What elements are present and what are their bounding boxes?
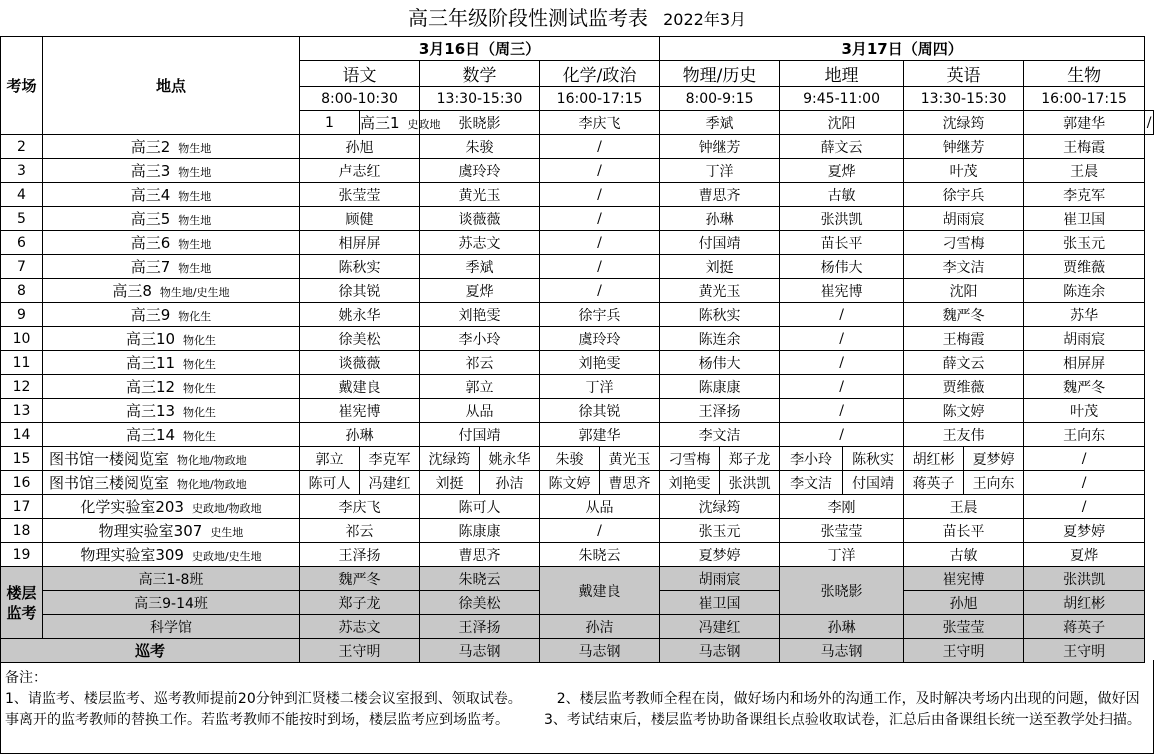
location-cell — [43, 543, 300, 567]
room-number: 7 — [1, 255, 43, 279]
location-name: 高三2 — [130, 138, 171, 156]
proctor-cell: 李克军 — [360, 447, 420, 471]
proctor-cell: 胡红彬 — [1024, 591, 1145, 615]
title-date: 2022年3月 — [663, 10, 746, 29]
proctor-cell: 夏梦婷 — [660, 543, 780, 567]
exam-row — [1, 423, 1154, 447]
proctor-cell: / — [1024, 495, 1145, 519]
exam-row — [1, 447, 1154, 471]
location-cell — [43, 495, 300, 519]
proctor-cell: 夏梦婷 — [1024, 519, 1145, 543]
proctor-cell: 崔卫国 — [660, 591, 780, 615]
proctor-cell: / — [780, 303, 904, 327]
floor-location: 高三1-8班 — [43, 567, 300, 591]
time-header: 16:00-17:15 — [540, 87, 660, 111]
exam-row — [1, 495, 1154, 519]
location-name: 高三3 — [130, 162, 171, 180]
location-cell — [43, 351, 300, 375]
room-number: 6 — [1, 231, 43, 255]
location-cell — [43, 231, 300, 255]
location-cell — [43, 519, 300, 543]
proctor-cell: 谈薇薇 — [300, 351, 420, 375]
location-subjects: 物化生 — [183, 334, 217, 347]
proctor-cell: 黄光玉 — [660, 279, 780, 303]
proctor-cell: 魏严冬 — [904, 303, 1024, 327]
proctor-cell: 苏志文 — [420, 231, 540, 255]
proctor-cell: 李克军 — [1024, 183, 1145, 207]
location-subjects: 史政地/史生地 — [191, 550, 262, 563]
proctor-cell: 郭立 — [420, 375, 540, 399]
proctor-cell: 李小玲 — [420, 327, 540, 351]
proctor-cell: 张玉元 — [1024, 231, 1145, 255]
proctor-cell: / — [1024, 447, 1145, 471]
proctor-cell: 李庆飞 — [540, 111, 660, 135]
location-cell — [360, 111, 441, 135]
proctor-cell: 陈可人 — [300, 471, 360, 495]
proctor-cell: 徐其锐 — [540, 399, 660, 423]
location-subjects: 物化地/物政地 — [177, 478, 247, 491]
subject-header: 地理 — [780, 61, 904, 87]
proctor-cell: 陈连余 — [1024, 279, 1145, 303]
subject-header: 生物 — [1024, 61, 1145, 87]
proctor-cell: 戴建良 — [300, 375, 420, 399]
location-name: 高三13 — [125, 402, 176, 420]
exam-row — [1, 543, 1154, 567]
floor-row — [1, 615, 1154, 639]
proctor-cell: 叶茂 — [904, 159, 1024, 183]
time-header: 16:00-17:15 — [1024, 87, 1145, 111]
proctor-cell: 张晓影 — [780, 567, 904, 615]
proctor-cell: 魏严冬 — [300, 567, 420, 591]
proctor-cell: 沈绿筠 — [420, 447, 480, 471]
proctor-cell: / — [540, 183, 660, 207]
location-cell — [43, 471, 300, 495]
proctor-cell: 陈康康 — [660, 375, 780, 399]
proctor-cell: 丁洋 — [540, 375, 660, 399]
exam-row — [1, 231, 1154, 255]
proctor-cell: 孙旭 — [904, 591, 1024, 615]
proctor-cell: 徐宇兵 — [540, 303, 660, 327]
proctor-cell: 王向东 — [964, 471, 1024, 495]
proctor-cell: 李刚 — [780, 495, 904, 519]
room-number: 17 — [1, 495, 43, 519]
location-subjects: 物生地 — [178, 190, 212, 203]
proctor-cell: / — [540, 207, 660, 231]
room-number: 11 — [1, 351, 43, 375]
proctor-cell: 徐宇兵 — [904, 183, 1024, 207]
proctor-cell: 苏志文 — [300, 615, 420, 639]
location-subjects: 史政地 — [407, 118, 441, 131]
proctor-cell: 姚永华 — [300, 303, 420, 327]
proctor-cell: / — [780, 399, 904, 423]
header-exam-room: 考场 — [1, 37, 43, 135]
room-number: 15 — [1, 447, 43, 471]
proctor-cell: 夏烨 — [780, 159, 904, 183]
proctor-cell: 顾健 — [300, 207, 420, 231]
proctor-cell: 马志钢 — [540, 639, 660, 663]
location-name: 物理实验室309 — [80, 546, 184, 564]
proctor-cell: 马志钢 — [660, 639, 780, 663]
proctor-cell: 陈可人 — [420, 495, 540, 519]
proctor-cell: 蒋英子 — [1024, 615, 1145, 639]
proctor-cell: 夏烨 — [1024, 543, 1145, 567]
proctor-cell: 刘挺 — [420, 471, 480, 495]
exam-row — [1, 135, 1154, 159]
time-header: 9:45-11:00 — [780, 87, 904, 111]
location-subjects: 史生地 — [210, 526, 244, 539]
proctor-cell: 贾维薇 — [1024, 255, 1145, 279]
proctor-cell: 朱骏 — [420, 135, 540, 159]
time-header: 13:30-15:30 — [420, 87, 540, 111]
proctor-cell: 孙琳 — [780, 615, 904, 639]
proctor-cell: 陈文婷 — [904, 399, 1024, 423]
location-name: 高三1 — [360, 114, 400, 132]
proctor-cell: 崔宪博 — [300, 399, 420, 423]
proctor-cell: / — [540, 279, 660, 303]
proctor-cell: 孙旭 — [300, 135, 420, 159]
proctor-cell: 刘艳雯 — [420, 303, 540, 327]
proctor-cell: 张莹莹 — [780, 519, 904, 543]
time-header: 8:00-9:15 — [660, 87, 780, 111]
proctor-cell: 王梅霞 — [1024, 135, 1145, 159]
proctor-cell: 祁云 — [420, 351, 540, 375]
proctor-cell: / — [780, 327, 904, 351]
room-number: 8 — [1, 279, 43, 303]
proctor-cell: 姚永华 — [480, 447, 540, 471]
proctor-cell: 刘艳雯 — [540, 351, 660, 375]
location-name: 高三14 — [125, 426, 176, 444]
proctor-cell: 马志钢 — [420, 639, 540, 663]
location-cell — [43, 279, 300, 303]
proctor-cell: / — [540, 135, 660, 159]
room-number: 13 — [1, 399, 43, 423]
proctor-cell: 王晨 — [904, 495, 1024, 519]
room-number: 1 — [300, 111, 360, 135]
proctor-cell: 徐美松 — [420, 591, 540, 615]
exam-row — [1, 375, 1154, 399]
room-number: 2 — [1, 135, 43, 159]
proctor-cell: 刘艳雯 — [660, 471, 720, 495]
proctor-cell: 张玉元 — [660, 519, 780, 543]
proctor-cell: 李庆飞 — [300, 495, 420, 519]
exam-row — [1, 327, 1154, 351]
proctor-cell: 祁云 — [300, 519, 420, 543]
proctor-cell: 张莹莹 — [300, 183, 420, 207]
proctor-cell: 王守明 — [300, 639, 420, 663]
proctor-cell: 孙洁 — [480, 471, 540, 495]
location-name: 高三8 — [112, 282, 152, 300]
room-number: 5 — [1, 207, 43, 231]
room-number: 18 — [1, 519, 43, 543]
room-number: 16 — [1, 471, 43, 495]
proctor-cell: 谈薇薇 — [420, 207, 540, 231]
location-cell — [43, 255, 300, 279]
subject-header: 化学/政治 — [540, 61, 660, 87]
location-subjects: 物化生 — [183, 358, 217, 371]
proctor-cell: 王守明 — [1024, 639, 1145, 663]
location-name: 物理实验室307 — [98, 522, 203, 540]
location-subjects: 物化生 — [178, 310, 212, 323]
proctor-cell: 朱晓云 — [540, 543, 660, 567]
proctor-cell: 冯建红 — [360, 471, 420, 495]
proctor-cell: 郭建华 — [540, 423, 660, 447]
proctor-cell: 沈阳 — [780, 111, 904, 135]
subject-header: 物理/历史 — [660, 61, 780, 87]
proctor-cell: 陈秋实 — [660, 303, 780, 327]
header-location: 地点 — [43, 37, 300, 135]
location-subjects: 物化生 — [183, 430, 217, 443]
location-subjects: 物生地 — [178, 142, 212, 155]
proctor-cell: 郑子龙 — [300, 591, 420, 615]
proctor-cell: 相屏屏 — [300, 231, 420, 255]
proctor-cell: 丁洋 — [660, 159, 780, 183]
proctor-cell: 王梅霞 — [904, 327, 1024, 351]
proctor-cell: 付国靖 — [843, 471, 904, 495]
room-number: 10 — [1, 327, 43, 351]
location-cell — [43, 303, 300, 327]
floor-location: 高三9-14班 — [43, 591, 300, 615]
exam-row — [1, 255, 1154, 279]
subject-header: 语文 — [300, 61, 420, 87]
location-subjects: 物生地 — [178, 238, 212, 251]
proctor-cell: 古敏 — [904, 543, 1024, 567]
room-number: 3 — [1, 159, 43, 183]
proctor-cell: 陈秋实 — [843, 447, 904, 471]
proctor-cell: 蒋英子 — [904, 471, 964, 495]
notes-heading: 备注： — [5, 670, 47, 686]
proctor-cell: 叶茂 — [1024, 399, 1145, 423]
location-name: 图书馆一楼阅览室 — [49, 450, 170, 468]
proctor-cell: 张洪凯 — [780, 207, 904, 231]
proctor-cell: 郭立 — [300, 447, 360, 471]
location-name: 高三5 — [130, 210, 171, 228]
proctor-cell: 刁雪梅 — [904, 231, 1024, 255]
proctor-cell: / — [780, 375, 904, 399]
proctor-cell: 崔宪博 — [780, 279, 904, 303]
proctor-cell: 钟继芳 — [660, 135, 780, 159]
proctor-cell: 陈康康 — [420, 519, 540, 543]
proctor-cell: 钟继芳 — [904, 135, 1024, 159]
proctor-cell: 刁雪梅 — [660, 447, 720, 471]
proctor-cell: 相屏屏 — [1024, 351, 1145, 375]
room-number: 12 — [1, 375, 43, 399]
floor-location: 科学馆 — [43, 615, 300, 639]
patrol-row — [1, 639, 1154, 663]
proctor-cell: / — [540, 231, 660, 255]
proctor-cell: 王泽扬 — [420, 615, 540, 639]
room-number: 14 — [1, 423, 43, 447]
location-cell — [43, 423, 300, 447]
proctor-cell: 季斌 — [420, 255, 540, 279]
location-name: 高三4 — [130, 186, 171, 204]
proctor-cell: / — [540, 255, 660, 279]
proctor-cell: 黄光玉 — [420, 183, 540, 207]
proctor-cell: 张莹莹 — [904, 615, 1024, 639]
proctor-cell: 黄光玉 — [600, 447, 660, 471]
location-name: 高三12 — [125, 378, 176, 396]
proctor-cell: 季斌 — [660, 111, 780, 135]
proctor-cell: 苗长平 — [780, 231, 904, 255]
proctor-cell: 从品 — [540, 495, 660, 519]
time-header: 8:00-10:30 — [300, 87, 420, 111]
page-title — [0, 0, 1154, 36]
room-number: 9 — [1, 303, 43, 327]
location-name: 高三11 — [125, 354, 176, 372]
proctor-cell: 沈绿筠 — [904, 111, 1024, 135]
proctor-cell: 李文洁 — [904, 255, 1024, 279]
proctor-cell: 徐美松 — [300, 327, 420, 351]
location-name: 化学实验室203 — [80, 498, 184, 516]
proctor-cell: / — [540, 159, 660, 183]
proctor-cell: 古敏 — [780, 183, 904, 207]
proctor-cell: 苗长平 — [904, 519, 1024, 543]
proctor-cell: 卢志红 — [300, 159, 420, 183]
location-subjects: 物化生 — [183, 406, 217, 419]
proctor-cell: 王向东 — [1024, 423, 1145, 447]
proctor-cell: 从品 — [420, 399, 540, 423]
proctor-cell: 薛文云 — [780, 135, 904, 159]
time-header: 13:30-15:30 — [904, 87, 1024, 111]
proctor-cell: 刘挺 — [660, 255, 780, 279]
header-day2: 3月17日（周四） — [660, 37, 1145, 61]
proctor-cell: 李小玲 — [780, 447, 843, 471]
proctor-cell: 丁洋 — [780, 543, 904, 567]
location-name: 高三9 — [130, 306, 171, 324]
location-cell — [43, 135, 300, 159]
proctor-cell: 虞玲玲 — [420, 159, 540, 183]
exam-row — [1, 183, 1154, 207]
proctor-cell: 张晓影 — [420, 111, 540, 135]
notes-body: 1、请监考、楼层监考、巡考教师提前20分钟到汇贤楼二楼会议室报到、领取试卷。 2、楼层监考教师全程在岗，做好场内和场外的沟通工作，及时解决考场内出现的问题，做好因事离开的监考教师的替换工作。若监考教师不能按时到场，楼层监考应到场监考。 3、考试结束后，楼层监考协助备课组长点验收取试卷，汇总后由备课组长统一送至教学处扫描。 — [5, 691, 1141, 728]
proctor-cell: 曹思齐 — [660, 183, 780, 207]
room-number: 19 — [1, 543, 43, 567]
proctor-cell: 杨伟大 — [780, 255, 904, 279]
proctor-cell: 徐其锐 — [300, 279, 420, 303]
proctor-cell: 冯建红 — [660, 615, 780, 639]
proctor-cell: 付国靖 — [420, 423, 540, 447]
exam-row — [1, 471, 1154, 495]
proctor-cell: / — [540, 519, 660, 543]
proctor-cell: 郭建华 — [1024, 111, 1145, 135]
proctor-cell: 孙琳 — [660, 207, 780, 231]
location-cell — [43, 207, 300, 231]
exam-row — [1, 351, 1154, 375]
notes-box — [0, 660, 1154, 754]
exam-row — [1, 519, 1154, 543]
location-subjects: 物生地 — [178, 262, 212, 275]
location-subjects: 物生地 — [178, 214, 212, 227]
proctor-cell: 胡雨宸 — [904, 207, 1024, 231]
proctor-cell: 沈绿筠 — [660, 495, 780, 519]
proctor-cell: 苏华 — [1024, 303, 1145, 327]
proctor-cell: 薛文云 — [904, 351, 1024, 375]
proctor-cell: 胡雨宸 — [1024, 327, 1145, 351]
proctor-cell: 虞玲玲 — [540, 327, 660, 351]
proctor-cell: 张洪凯 — [720, 471, 780, 495]
proctor-cell: 孙琳 — [300, 423, 420, 447]
location-subjects: 物生地 — [178, 166, 212, 179]
proctor-cell: 张洪凯 — [1024, 567, 1145, 591]
proctor-cell: 戴建良 — [540, 567, 660, 615]
proctor-cell: 马志钢 — [780, 639, 904, 663]
location-cell — [43, 327, 300, 351]
location-cell — [43, 375, 300, 399]
exam-row — [1, 399, 1154, 423]
proctor-cell: 王泽扬 — [660, 399, 780, 423]
location-subjects: 史政地/物政地 — [191, 502, 262, 515]
subject-header: 英语 — [904, 61, 1024, 87]
proctor-cell: 李文洁 — [660, 423, 780, 447]
proctor-cell: 陈秋实 — [300, 255, 420, 279]
proctor-cell: 胡红彬 — [904, 447, 964, 471]
location-name: 高三6 — [130, 234, 171, 252]
patrol-label: 巡考 — [1, 639, 300, 663]
proctor-cell: 贾维薇 — [904, 375, 1024, 399]
location-cell — [43, 183, 300, 207]
proctor-cell: 夏梦婷 — [964, 447, 1024, 471]
proctor-cell: 崔卫国 — [1024, 207, 1145, 231]
title-main: 高三年级阶段性测试监考表 — [408, 6, 648, 30]
proctor-cell: 王泽扬 — [300, 543, 420, 567]
floor-row — [1, 567, 1154, 591]
exam-row — [1, 159, 1154, 183]
proctor-cell: 陈文婷 — [540, 471, 600, 495]
floor-label: 楼层监考 — [1, 567, 43, 639]
exam-row — [1, 279, 1154, 303]
proctor-cell: 魏严冬 — [1024, 375, 1145, 399]
location-subjects: 物化地/物政地 — [177, 454, 247, 467]
proctor-cell: 孙洁 — [540, 615, 660, 639]
location-name: 图书馆三楼阅览室 — [49, 474, 170, 492]
proctor-cell: 朱晓云 — [420, 567, 540, 591]
proctor-cell: / — [1024, 471, 1145, 495]
exam-row — [1, 303, 1154, 327]
subject-header: 数学 — [420, 61, 540, 87]
header-day1: 3月16日（周三） — [300, 37, 660, 61]
location-cell — [43, 447, 300, 471]
proctor-cell: / — [780, 351, 904, 375]
location-cell — [43, 159, 300, 183]
proctor-cell: 沈阳 — [904, 279, 1024, 303]
proctor-cell: 胡雨宸 — [660, 567, 780, 591]
proctor-cell: 崔宪博 — [904, 567, 1024, 591]
proctor-table — [0, 36, 1154, 663]
proctor-cell: / — [780, 423, 904, 447]
proctor-cell: 付国靖 — [660, 231, 780, 255]
proctor-cell: 郑子龙 — [720, 447, 780, 471]
location-cell — [43, 399, 300, 423]
proctor-cell: 王守明 — [904, 639, 1024, 663]
proctor-cell: 王晨 — [1024, 159, 1145, 183]
proctor-cell: 王友伟 — [904, 423, 1024, 447]
proctor-cell: 曹思齐 — [600, 471, 660, 495]
exam-row — [1, 207, 1154, 231]
proctor-cell: 曹思齐 — [420, 543, 540, 567]
room-number: 4 — [1, 183, 43, 207]
location-name: 高三7 — [130, 258, 171, 276]
proctor-cell: 夏烨 — [420, 279, 540, 303]
proctor-cell: / — [1145, 111, 1154, 135]
proctor-cell: 朱骏 — [540, 447, 600, 471]
location-name: 高三10 — [125, 330, 176, 348]
location-subjects: 物化生 — [183, 382, 217, 395]
proctor-cell: 杨伟大 — [660, 351, 780, 375]
location-subjects: 物生地/史生地 — [159, 286, 230, 299]
proctor-cell: 李文洁 — [780, 471, 843, 495]
proctor-cell: 陈连余 — [660, 327, 780, 351]
